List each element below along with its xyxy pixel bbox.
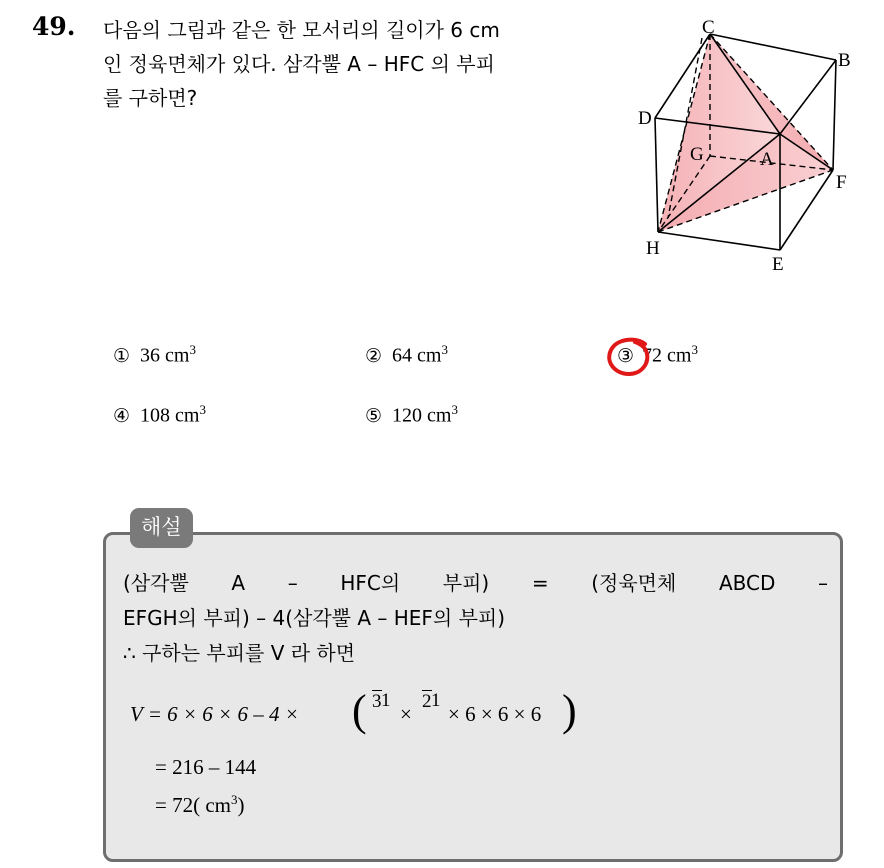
question-line-2: 인 정육면체가 있다. 삼각뿔 A – HFC 의 부피 <box>103 52 495 76</box>
label-b: B <box>838 50 851 71</box>
label-c: C <box>702 18 715 38</box>
label-h: H <box>646 238 660 259</box>
formula-lhs: V = 6 × 6 × 6 – 4 × <box>130 702 299 726</box>
label-e: E <box>772 254 784 275</box>
label-g: G <box>690 144 704 165</box>
label-d: D <box>638 108 652 129</box>
formula-paren-close: ) <box>562 686 577 735</box>
question-number: 49. <box>32 12 76 41</box>
solution-tag: 해설 <box>130 508 193 548</box>
label-f: F <box>836 172 847 193</box>
answer-circle-mark <box>605 336 653 378</box>
choice-3[interactable]: ③ 72 $cm^3$ <box>617 342 698 367</box>
question-line-1: 다음의 그림과 같은 한 모서리의 길이가 6 cm <box>103 18 500 42</box>
choice-4[interactable]: ④ 108 $cm^3$ <box>113 402 206 427</box>
formula-rest: × 6 × 6 × 6 <box>448 702 542 726</box>
solution-step-3: = 72( $cm^3$) <box>155 792 245 817</box>
formula-times: × <box>400 702 412 726</box>
label-a: A <box>760 149 774 170</box>
cube-figure <box>630 18 860 278</box>
formula-paren-open: ( <box>352 686 367 735</box>
choice-5[interactable]: ⑤ 120 $cm^3$ <box>365 402 458 427</box>
solution-formula: V = 6 × 6 × 6 – 4 × ( 1 3 × 1 2 × 6 × 6 × 6 ) <box>130 686 577 735</box>
choice-2[interactable]: ② 64 $cm^3$ <box>365 342 448 367</box>
solution-text <box>123 566 828 671</box>
solution-line-3: ∴ 구하는 부피를 V 라 하면 <box>123 641 356 665</box>
question-text <box>103 13 623 115</box>
question-line-3: 를 구하면? <box>103 86 198 110</box>
solution-step-2: = 216 – 144 <box>155 755 257 779</box>
choice-1[interactable]: ① 36 $cm^3$ <box>113 342 196 367</box>
solution-line-2: EFGH의 부피) – 4(삼각뿔 A – HEF의 부피) <box>123 606 506 630</box>
solution-line-1: (삼각뿔 A – HFC의 부피) = (정육면체 ABCD – <box>123 571 828 595</box>
